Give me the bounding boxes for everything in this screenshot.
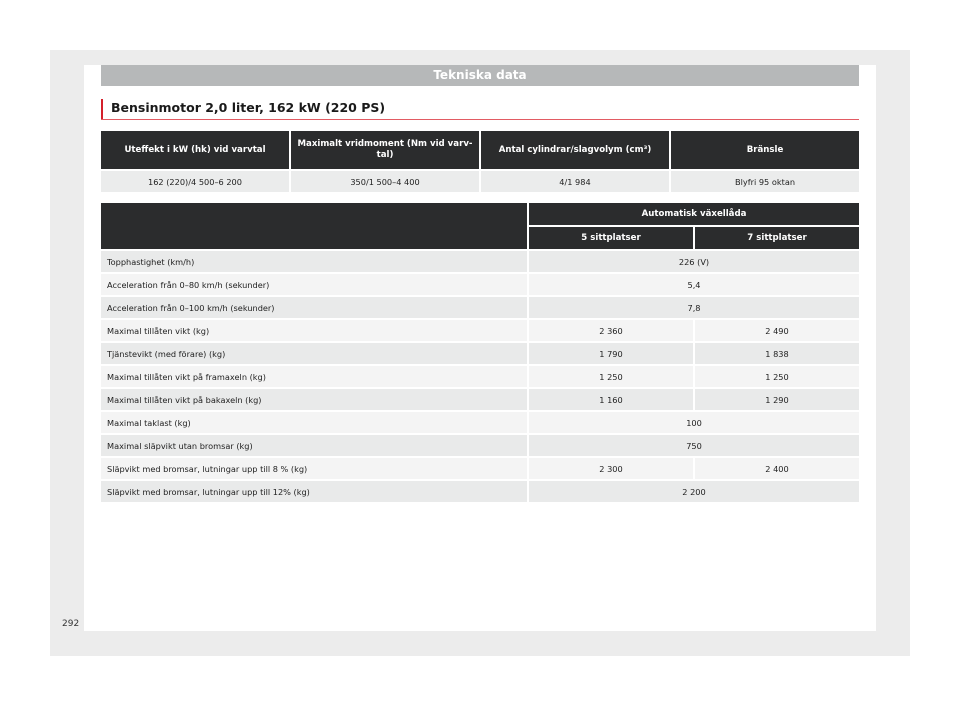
table-row (101, 274, 859, 295)
section-title: Bensinmotor 2,0 liter, 162 kW (220 PS) (101, 99, 859, 119)
performance-table (99, 201, 861, 504)
table-row (101, 458, 859, 479)
table-row (101, 320, 859, 341)
row-value: 100 (529, 412, 859, 433)
row-label: Maximal taklast (kg) (101, 412, 527, 433)
table-row (101, 435, 859, 456)
engine-table-header-cylinders: Antal cylindrar/slagvolym (cm³) (481, 131, 669, 169)
table-row (101, 481, 859, 502)
row-label: Tjänstevikt (med förare) (kg) (101, 343, 527, 364)
row-label: Topphastighet (km/h) (101, 251, 527, 272)
engine-table-header-row (101, 131, 859, 169)
performance-table-corner (101, 203, 527, 249)
table-row (101, 412, 859, 433)
engine-table-header-power: Uteffekt i kW (hk) vid varvtal (101, 131, 289, 169)
row-value: 7,8 (529, 297, 859, 318)
row-value-7-seats: 2 400 (695, 458, 859, 479)
engine-table-header-fuel: Bränsle (671, 131, 859, 169)
row-value: 750 (529, 435, 859, 456)
row-value-5-seats: 1 250 (529, 366, 693, 387)
row-label: Maximal tillåten vikt på bakaxeln (kg) (101, 389, 527, 410)
row-label: Maximal tillåten vikt på framaxeln (kg) (101, 366, 527, 387)
engine-table-cell-fuel: Blyfri 95 oktan (671, 171, 859, 192)
row-value-5-seats: 2 360 (529, 320, 693, 341)
engine-table (99, 129, 861, 194)
row-label: Maximal tillåten vikt (kg) (101, 320, 527, 341)
row-value-5-seats: 1 790 (529, 343, 693, 364)
row-label: Släpvikt med bromsar, lutningar upp till 12% (kg) (101, 481, 527, 502)
row-value: 2 200 (529, 481, 859, 502)
table-row (101, 389, 859, 410)
section-title-rule (101, 119, 859, 120)
row-value-5-seats: 2 300 (529, 458, 693, 479)
performance-table-subheader-7-seats: 7 sittplatser (695, 227, 859, 249)
engine-table-row (101, 171, 859, 192)
row-value: 226 (V) (529, 251, 859, 272)
row-label: Släpvikt med bromsar, lutningar upp till 8 % (kg) (101, 458, 527, 479)
table-row (101, 343, 859, 364)
row-value-7-seats: 1 290 (695, 389, 859, 410)
performance-table-subheader-5-seats: 5 sittplatser (529, 227, 693, 249)
row-label: Acceleration från 0–80 km/h (sekunder) (101, 274, 527, 295)
engine-table-cell-cylinders: 4/1 984 (481, 171, 669, 192)
row-value: 5,4 (529, 274, 859, 295)
row-value-7-seats: 2 490 (695, 320, 859, 341)
performance-table-group-header: Automatisk växellåda (529, 203, 859, 225)
table-row (101, 297, 859, 318)
engine-table-cell-torque: 350/1 500–4 400 (291, 171, 479, 192)
row-value-7-seats: 1 250 (695, 366, 859, 387)
engine-table-header-torque: Maximalt vridmoment (Nm vid varv-tal) (291, 131, 479, 169)
performance-table-group-row (101, 203, 859, 225)
engine-table-cell-power: 162 (220)/4 500–6 200 (101, 171, 289, 192)
row-value-7-seats: 1 838 (695, 343, 859, 364)
table-row (101, 251, 859, 272)
page-number: 292 (62, 619, 80, 629)
table-row (101, 366, 859, 387)
chapter-header: Tekniska data (101, 65, 859, 86)
row-label: Maximal släpvikt utan bromsar (kg) (101, 435, 527, 456)
row-label: Acceleration från 0–100 km/h (sekunder) (101, 297, 527, 318)
row-value-5-seats: 1 160 (529, 389, 693, 410)
